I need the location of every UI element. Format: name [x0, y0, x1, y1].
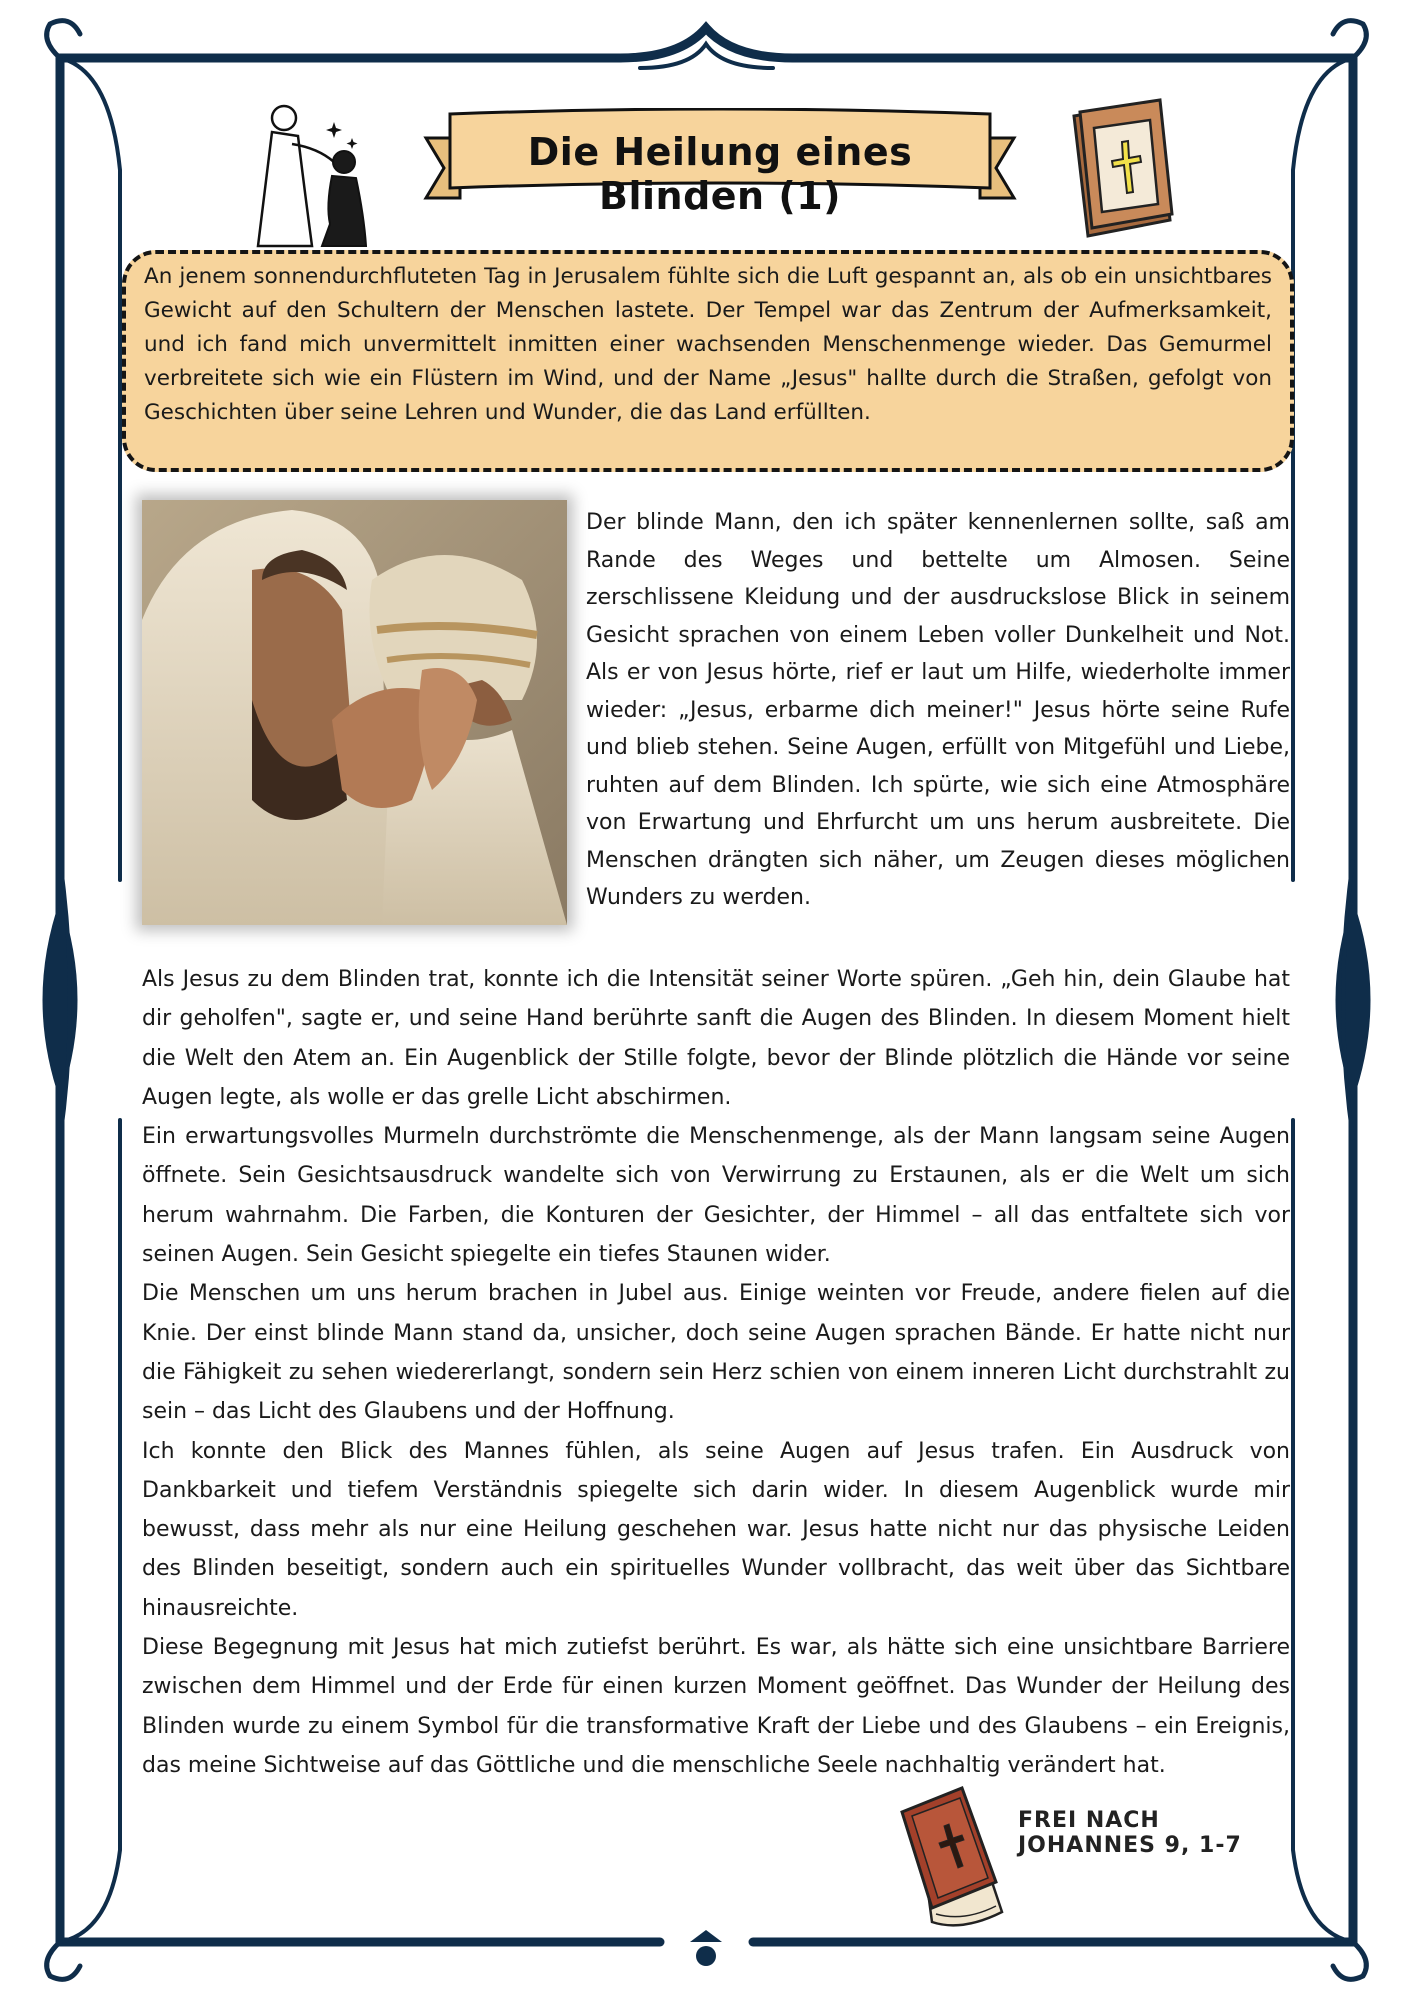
paragraph: Als Jesus zu dem Blinden trat, konnte ich die Intensität seiner Worte spüren. „Geh hin, dein Glaube hat dir geholfen", sagte er, und seine Hand berührte sanft die Augen des Blinden. In diesem Moment hielt die Welt den Atem an. Ein Augenblick der Stille folgte, bevor der Blinde plötzlich die Hände vor seine Augen legte, als wolle er das grelle Licht abschirmen.	[142, 967, 1290, 1110]
paragraph: Ein erwartungsvolles Murmeln durchströmte die Menschenmenge, als der Mann langsam seine Augen öffnete. Sein Gesichtsausdruck wandelte sich von Verwirrung zu Erstaunen, als er die Welt um sich herum wahrnahm. Die Farben, die Konturen der Gesichter, der Himmel – all das entfaltete sich vor seinen Augen. Sein Gesicht spiegelte ein tiefes Staunen wider.	[142, 1124, 1290, 1268]
source-reference-text: JOHANNES 9, 1-7	[1018, 1833, 1242, 1858]
intro-text: An jenem sonnendurchfluteten Tag in Jerusalem fühlte sich die Luft gespannt an, als ob ein unsichtbares Gewicht auf den Schultern der Menschen lastete. Der Tempel war das Zentrum der Aufmerksamkeit, und ich fand mich unvermittelt inmitten einer wachsenden Menschenmenge wieder. Das Gemurmel verbreitete sich wie ein Flüstern im Wind, und der Name „Jesus" hallte durch die Straßen, gefolgt von Geschichten über seine Lehren und Wunder, die das Land erfüllten.	[144, 264, 1272, 425]
paragraph: Diese Begegnung mit Jesus hat mich zutiefst berührt. Es war, als hätte sich eine unsichtbare Barriere zwischen dem Himmel und der Erde für einen kurzen Moment geöffnet. Das Wunder der Heilung des Blinden wurde zu einem Symbol für die transformative Kraft der Liebe und des Glaubens – ein Ereignis, das meine Sichtweise auf das Göttliche und die menschliche Seele nachhaltig verändert hat.	[142, 1635, 1290, 1778]
source-reference	[1018, 1808, 1278, 1858]
paragraph: Ich konnte den Blick des Mannes fühlen, als seine Augen auf Jesus trafen. Ein Ausdruck von Dankbarkeit und tiefem Verständnis spiegelte sich darin wider. In diesem Augenblick wurde mir bewusst, dass mehr als nur eine Heilung geschehen war. Jesus hatte nicht nur das physische Leiden des Blinden beseitigt, sondern auch ein spirituelles Wunder vollbracht, das weit über das Sichtbare hinausreichte.	[142, 1438, 1290, 1621]
side-paragraph: Der blinde Mann, den ich später kennenlernen sollte, saß am Rande des Weges und bettelte um Almosen. Seine zerschlissene Kleidung und der ausdruckslose Blick in seinem Gesicht sprachen von einem Leben voller Dunkelheit und Not. Als er von Jesus hörte, rief er laut um Hilfe, wiederholte immer wieder: „Jesus, erbarme dich meiner!" Jesus hörte seine Rufe und blieb stehen. Seine Augen, erfüllt von Mitgefühl und Liebe, ruhten auf dem Blinden. Ich spürte, wie sich eine Atmosphäre von Erwartung und Ehrfurcht um uns herum ausbreitete. Die Menschen drängten sich näher, um Zeugen dieses möglichen Wunders zu werden.	[586, 510, 1290, 910]
bible-book-icon	[1060, 96, 1180, 246]
open-bible-icon	[892, 1782, 1012, 1932]
jesus-healing-figure-icon	[238, 96, 378, 256]
intro-box	[122, 250, 1294, 472]
source-prefix: FREI NACH	[1018, 1808, 1160, 1833]
healing-illustration	[142, 500, 567, 925]
title-banner	[420, 108, 1020, 218]
page-title: Die Heilung eines Blinden (1)	[527, 130, 913, 218]
paragraph: Die Menschen um uns herum brachen in Jubel aus. Einige weinten vor Freude, andere fielen auf die Knie. Der einst blinde Mann stand da, unsicher, doch seine Augen sprachen Bände. Er hatte nicht nur die Fähigkeit zu sehen wiedererlangt, sondern sein Herz schien von einem inneren Licht durchstrahlt zu sein – das Licht des Glaubens und der Hoffnung.	[142, 1281, 1290, 1425]
main-text	[142, 960, 1290, 1785]
